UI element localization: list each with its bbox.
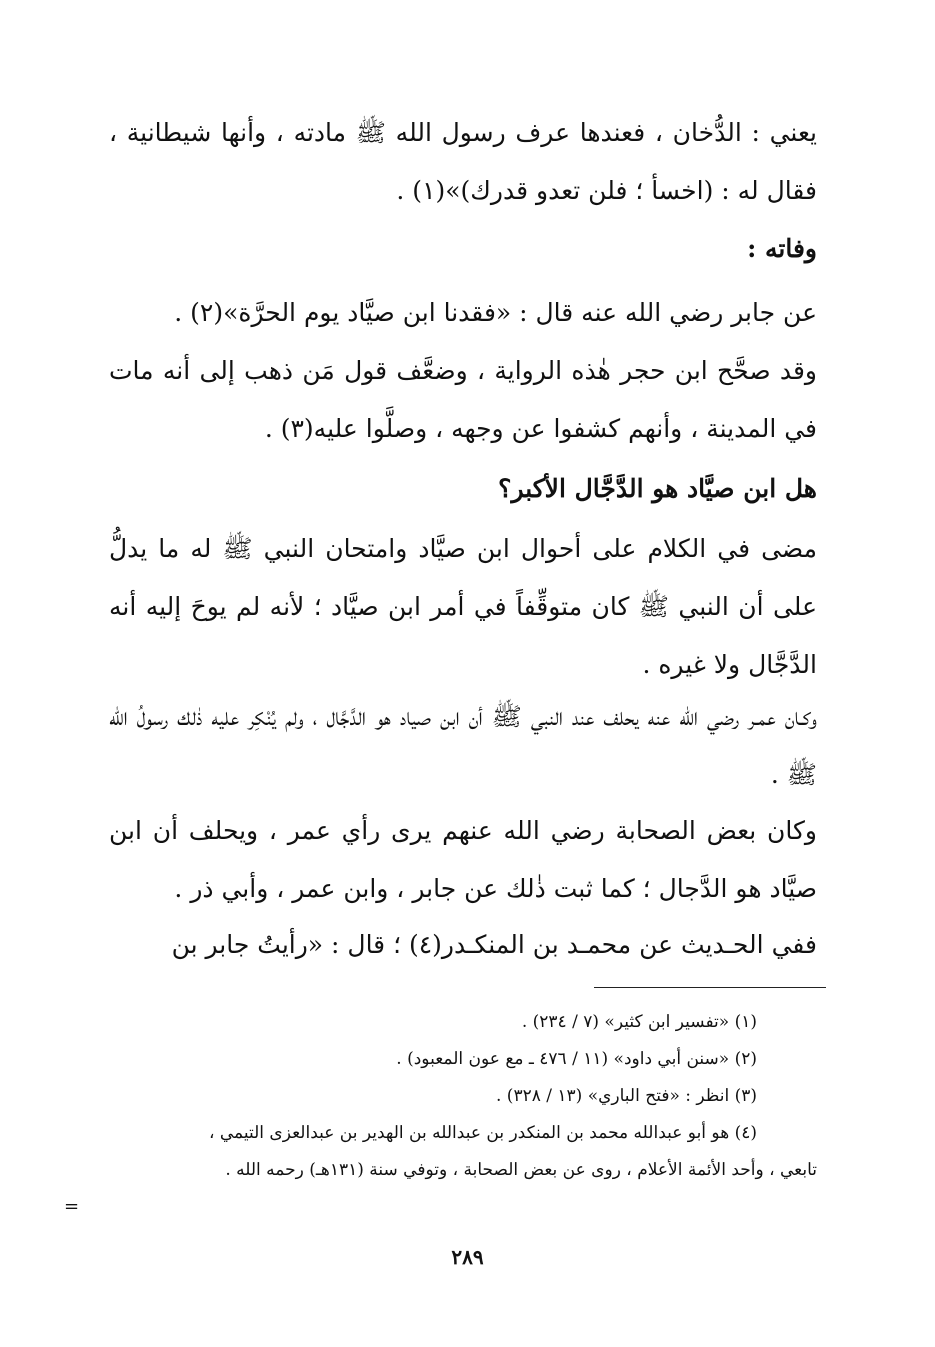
footnote-4: (٤) هو أبو عبدالله محمد بن المنكدر بن عبدالله بن الهدير بن عبدالعزى التيمي ، <box>208 1123 757 1143</box>
paragraph-4-block <box>109 520 817 694</box>
paragraph-2-block <box>109 284 817 342</box>
paragraph: يعني : الدُّخان ، فعندها عرف رسول الله ﷺ مادته ، وأنها شيطانية ، فقال له : (اخسأ ؛ فلن تعدو قدرك)»(١) . <box>109 118 817 205</box>
footnote-1: (١) «تفسير ابن كثير» (٧ / ٢٣٤) . <box>521 1012 757 1032</box>
paragraph-3-block <box>109 342 817 458</box>
heading-death-block <box>109 220 817 278</box>
paragraph: مضى في الكلام على أحوال ابن صيَّاد وامتحان النبي ﷺ له ما يدلُّ على أن النبي ﷺ كان متوقِّفاً في أمر ابن صيَّاد ؛ لأنه لم يوحَ إليه أنه الدَّجَّال ولا غيره . <box>109 534 817 679</box>
heading-question-block <box>109 460 817 518</box>
paragraph: وقد صحَّح ابن حجر هٰذه الرواية ، وضعَّف قول مَن ذهب إلى أنه مات في المدينة ، وأنهم كشفوا عن وجهه ، وصلَّوا عليه(٣) . <box>109 356 817 443</box>
paragraph-5-block <box>109 688 817 804</box>
paragraph: وكان بعض الصحابة رضي الله عنهم يرى رأي عمر ، ويحلف أن ابن صيَّاد هو الدَّجال ؛ كما ثبت ذٰلك عن جابر ، وابن عمر ، وأبي ذر . <box>109 816 817 903</box>
section-heading: وفاته : <box>747 234 817 263</box>
paragraph-6-block <box>109 802 817 918</box>
paragraph-7-block <box>109 916 817 974</box>
page-number: ٢٨٩ <box>451 1245 484 1269</box>
footnotes <box>109 1004 817 1189</box>
footnote-2: (٢) «سنن أبي داود» (١١ / ٤٧٦ ـ مع عون المعبود) . <box>396 1049 757 1069</box>
paragraph-1-block <box>109 104 817 220</box>
footnote-3: (٣) انظر : «فتح الباري» (١٣ / ٣٢٨) . <box>495 1086 757 1106</box>
section-heading: هل ابن صيَّاد هو الدَّجَّال الأكبر؟ <box>498 474 817 503</box>
footnote-4-continuation: تابعي ، وأحد الأئمة الأعلام ، روى عن بعض الصحابة ، وتوفي سنة (١٣١هـ) رحمه الله . <box>225 1160 817 1180</box>
paragraph: ففي الحـديث عن محمـد بن المنكـدر(٤) ؛ قال : «رأيتُ جابر بن <box>171 930 817 959</box>
paragraph: عن جابر رضي الله عنه قال : «فقدنا ابن صيَّاد يوم الحرَّة»(٢) . <box>174 298 817 327</box>
paragraph: وكـان عمـر رضي الله عنه يحلف عند النبي ﷺ أن ابن صياد هو الدَّجَّال ، ولم يُنْكِر عليه ذٰلك رسولُ الله ﷺ . <box>109 702 817 789</box>
footnote-divider <box>594 987 826 988</box>
continuation-mark: = <box>64 1196 80 1217</box>
